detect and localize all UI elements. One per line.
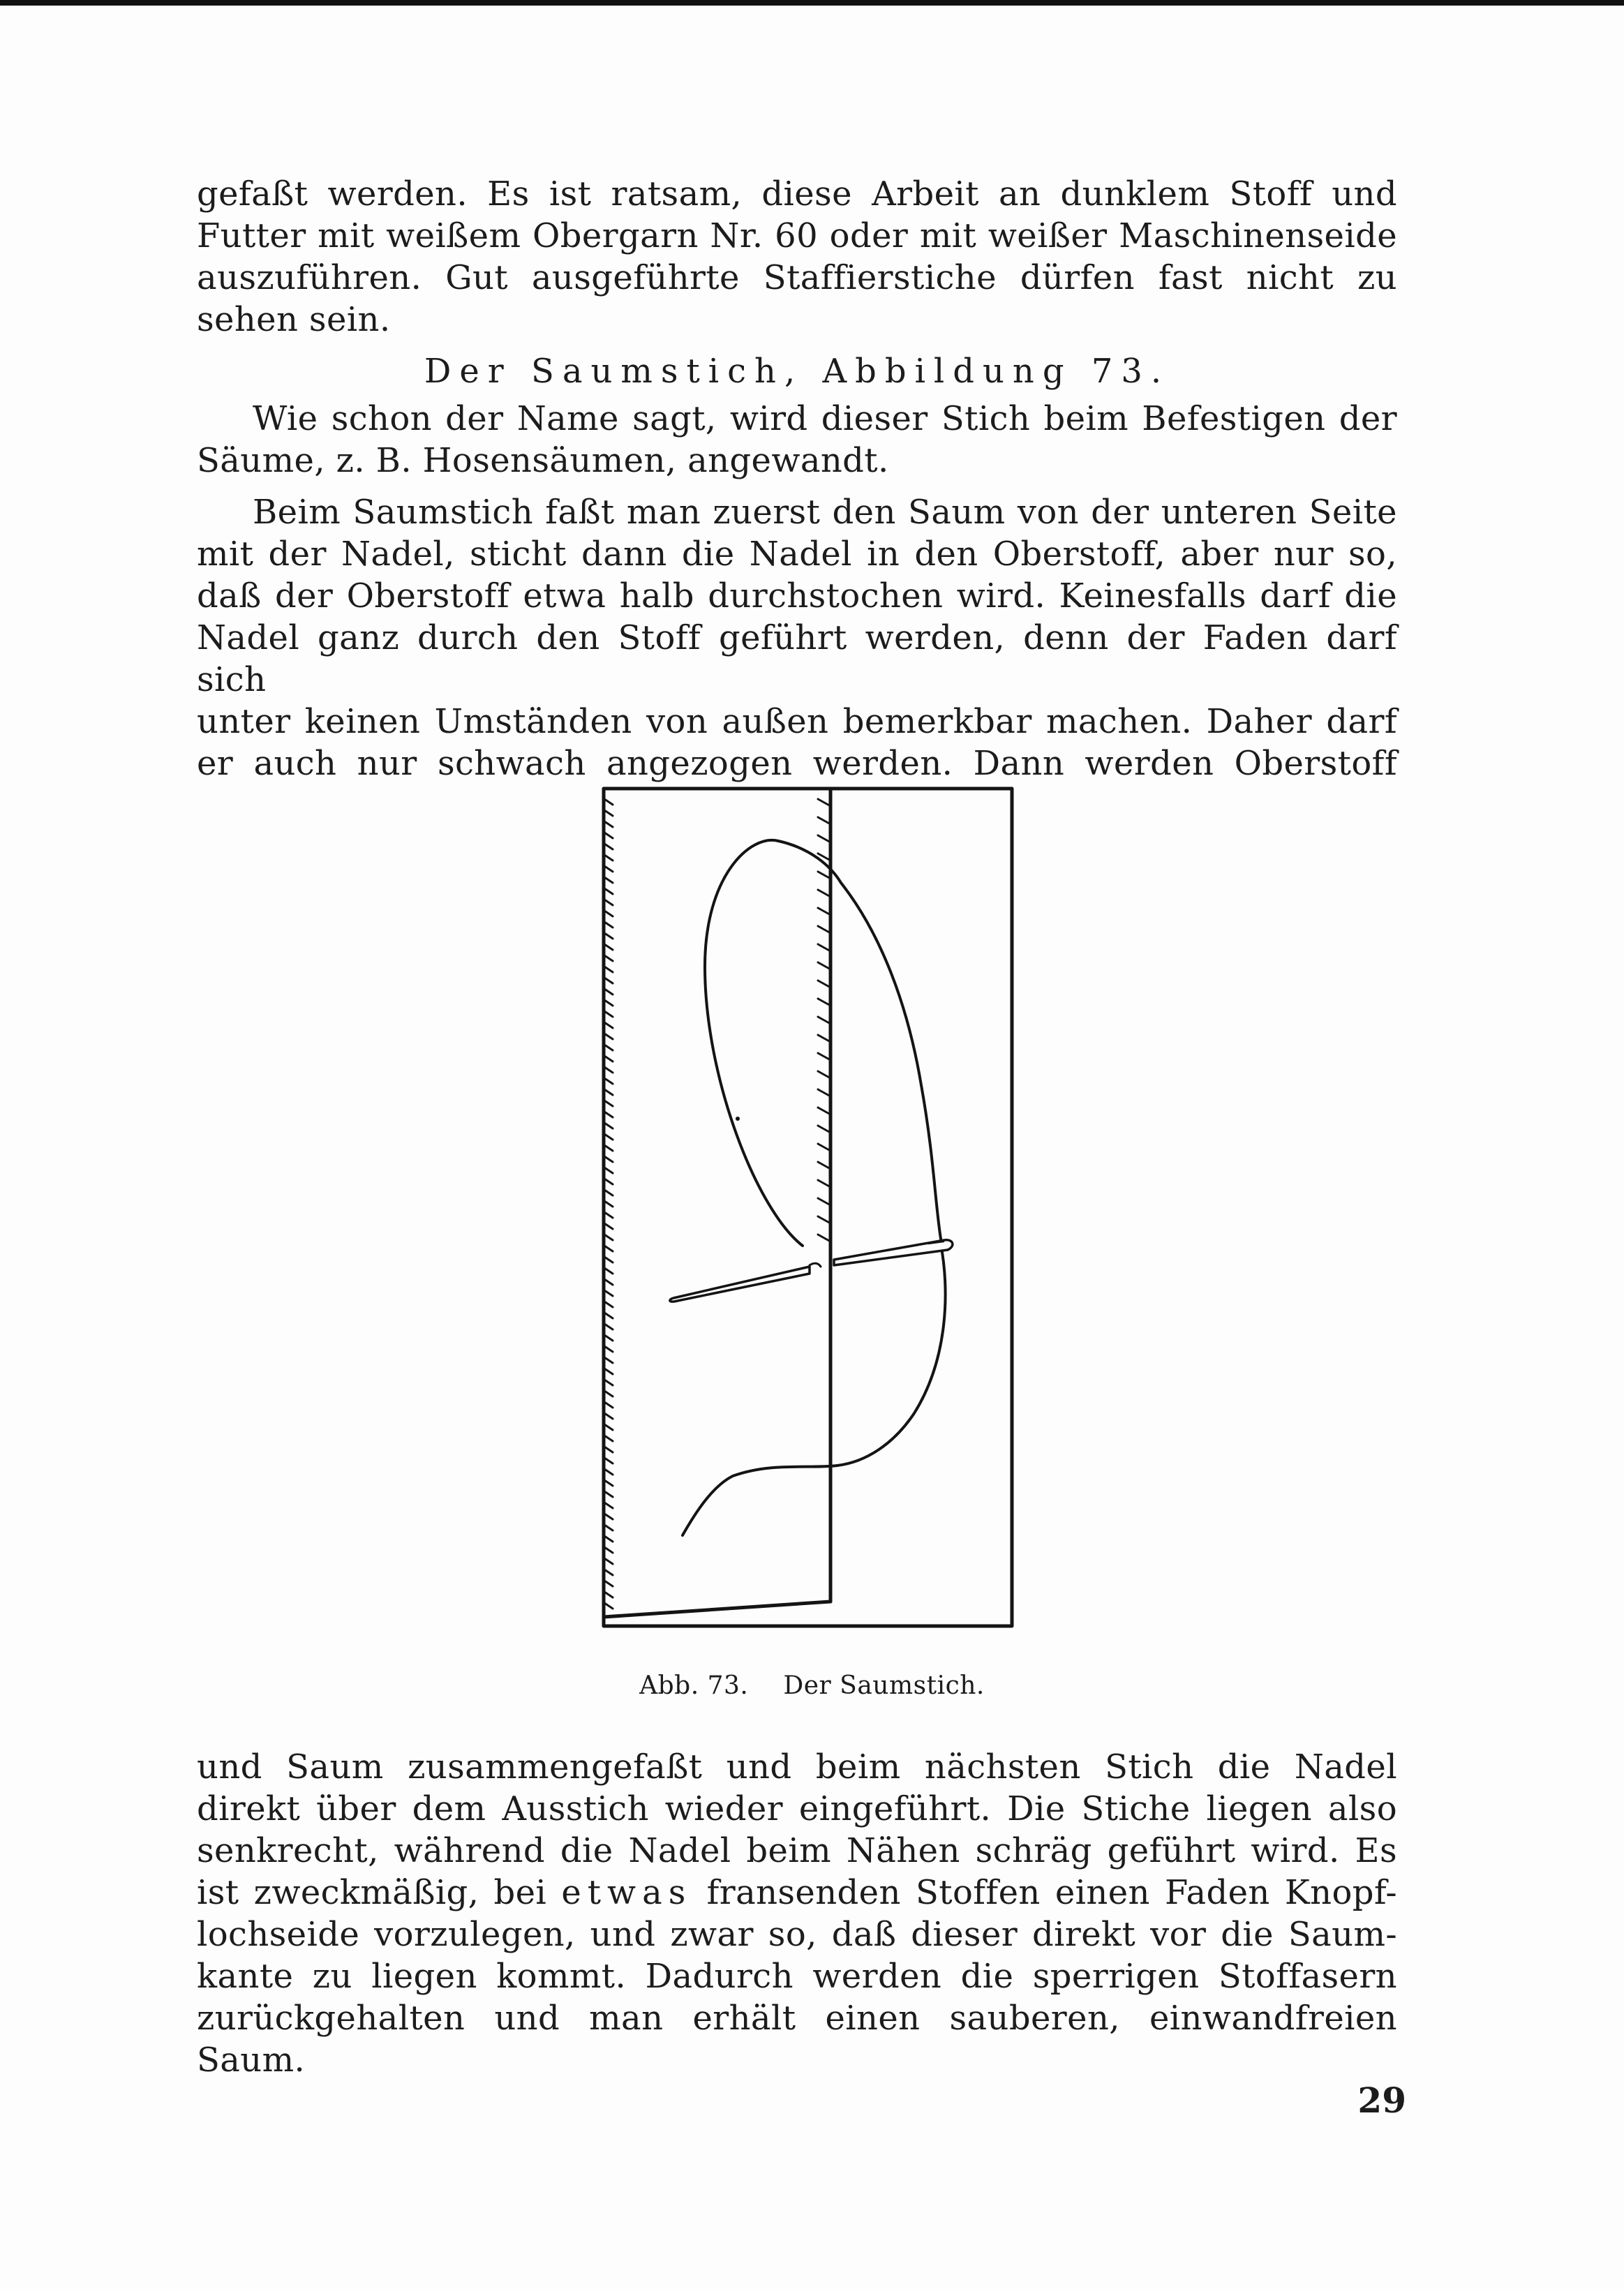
hatch-mark (604, 810, 613, 816)
hatch-mark (604, 1078, 613, 1084)
caption-number: Abb. 73. (639, 1671, 749, 1700)
needle-point (670, 1267, 810, 1302)
hatch-mark (604, 1491, 613, 1497)
page-number: 29 (1357, 2080, 1406, 2121)
text-line: Säume, z. B. Hosensäumen, angewandt. (197, 441, 889, 480)
hatch-mark (604, 1089, 613, 1095)
text-line: unter keinen Umständen von außen bemerkbar machen. Daher darf (197, 702, 1397, 741)
needle-entry-mark (810, 1263, 821, 1267)
hatch-mark (604, 1268, 613, 1274)
hem-stitch-mark (818, 872, 830, 879)
hatch-mark (604, 1045, 613, 1050)
hatch-mark (604, 1101, 613, 1106)
hatch-mark (604, 1436, 613, 1441)
scan-edge (0, 0, 1624, 6)
hatch-mark (604, 1156, 613, 1162)
hatch-mark (604, 1324, 613, 1329)
hem-stitch-mark (818, 962, 830, 969)
hatch-mark (604, 1235, 613, 1240)
thread-loop (705, 840, 941, 1246)
hem-bottom-edge (604, 1602, 830, 1617)
text-line: lochseide vorzulegen, und zwar so, daß dieser direkt vor die Saum- (197, 1915, 1397, 1954)
hatch-mark (604, 844, 613, 849)
hatch-mark (604, 989, 613, 994)
hatch-mark (604, 1223, 613, 1229)
text-line: Beim Saumstich faßt man zuerst den Saum von der unteren Seite (253, 493, 1397, 532)
hatch-mark (604, 1335, 613, 1341)
hem-stitch-mark (818, 926, 830, 933)
text-line: sehen sein. (197, 300, 391, 339)
hem-stitch-mark (818, 835, 830, 842)
section-heading: Der Saumstich, Abbildung 73. (424, 352, 1170, 391)
hatch-mark (604, 1168, 613, 1173)
hatch-mark (604, 1290, 613, 1296)
hatch-mark (604, 1514, 613, 1519)
hatch-mark (604, 1570, 613, 1575)
hem-stitch-mark (818, 890, 830, 897)
hem-stitch-mark (818, 1216, 830, 1223)
hem-stitch-mark (818, 1089, 830, 1096)
ink-speck (736, 1117, 740, 1121)
hem-stitch-mark (818, 1126, 830, 1133)
hatch-mark (604, 1592, 613, 1597)
hem-stitch-mark (818, 981, 830, 987)
caption-title: Der Saumstich. (783, 1671, 985, 1700)
text-line: auszuführen. Gut ausgeführte Staffierstiche dürfen fast nicht zu (197, 258, 1397, 297)
text-line: Nadel ganz durch den Stoff geführt werden, denn der Faden darf sich (197, 618, 1397, 699)
hem-stitch-mark (818, 1144, 830, 1151)
hatch-mark (604, 888, 613, 894)
hatch-mark (604, 1246, 613, 1251)
paragraph-continuation-after-figure (197, 1746, 1397, 2081)
hatch-mark (604, 1402, 613, 1408)
hem-stitch-mark (818, 799, 830, 806)
hatch-mark (604, 1469, 613, 1475)
hatch-mark (604, 1190, 613, 1195)
hatch-mark (604, 1391, 613, 1396)
text-line: er auch nur schwach angezogen werden. Dann werden Oberstoff (197, 744, 1397, 783)
figure-caption (0, 1669, 1624, 1703)
hatch-mark (604, 1313, 613, 1318)
hatch-mark (604, 1022, 613, 1028)
hem-stitch-mark (818, 908, 830, 915)
hatch-mark (604, 1447, 613, 1452)
hatch-mark (604, 1056, 613, 1061)
hatch-mark (604, 866, 613, 872)
hatch-mark (604, 1480, 613, 1486)
hem-stitch-mark (818, 1198, 830, 1205)
needle-eye-end (834, 1240, 953, 1265)
emphasized-word: etwas (561, 1873, 692, 1912)
hem-stitch-mark (818, 1053, 830, 1060)
text-line: und Saum zusammengefaßt und beim nächsten Stich die Nadel (197, 1747, 1397, 1787)
hem-stitch-mark (818, 1235, 830, 1242)
hatch-mark (604, 799, 613, 805)
text-line (197, 1872, 1397, 1914)
hatch-mark (604, 1067, 613, 1073)
hatch-mark (604, 1424, 613, 1430)
hatch-mark (604, 1123, 613, 1128)
text-line: mit der Nadel, sticht dann die Nadel in den Oberstoff, aber nur so, (197, 535, 1397, 574)
text-line: kante zu liegen kommt. Dadurch werden die sperrigen Stoffasern (197, 1957, 1397, 1996)
hatch-mark (604, 855, 613, 860)
hatch-mark (604, 1369, 613, 1374)
text-line: senkrecht, während die Nadel beim Nähen schräg geführt wird. Es (197, 1831, 1397, 1870)
hatch-mark (604, 1134, 613, 1140)
hatch-mark (604, 1547, 613, 1553)
hatch-mark (604, 1212, 613, 1218)
hatch-mark (604, 1558, 613, 1564)
hatch-mark (604, 1458, 613, 1463)
text-line: Wie schon der Name sagt, wird dieser Stich beim Befestigen der (253, 399, 1397, 438)
hatch-mark (604, 1034, 613, 1039)
text-segment: ist zweckmäßig, bei (197, 1873, 547, 1912)
hatch-mark (604, 1179, 613, 1184)
hatch-mark (604, 967, 613, 972)
text-segment: fransenden Stoffen einen Faden Knopf- (706, 1873, 1397, 1912)
text-line: direkt über dem Ausstich wieder eingeführt. Die Stiche liegen also (197, 1789, 1397, 1828)
text-line: Futter mit weißem Obergarn Nr. 60 oder mit weißer Maschinenseide (197, 216, 1397, 255)
hatch-mark (604, 1581, 613, 1586)
text-line: daß der Oberstoff etwa halb durchstochen wird. Keinesfalls darf die (197, 576, 1397, 616)
hatch-mark (604, 1413, 613, 1419)
hatch-mark (604, 1302, 613, 1307)
hatch-mark (604, 1257, 613, 1262)
hatch-mark (604, 1011, 613, 1017)
hatch-mark (604, 1357, 613, 1363)
hatch-mark (604, 1201, 613, 1207)
hatch-mark (604, 877, 613, 883)
hatch-mark (604, 944, 613, 950)
hem-stitch-mark (818, 1108, 830, 1114)
hatch-mark (604, 1145, 613, 1151)
hatch-mark (604, 1503, 613, 1508)
paragraph-method (197, 491, 1397, 784)
hatch-mark (604, 1000, 613, 1006)
hatch-mark (604, 900, 613, 905)
left-edge-hatching (604, 799, 613, 1609)
paragraph-continuation (197, 173, 1397, 341)
text-line: zurückgehalten und man erhält einen sauberen, einwandfreien Saum. (197, 1999, 1397, 2080)
hatch-mark (604, 1536, 613, 1542)
hatch-mark (604, 1346, 613, 1352)
hem-stitch-mark (818, 944, 830, 951)
hatch-mark (604, 821, 613, 827)
hem-stitch-mark (818, 1180, 830, 1187)
hatch-mark (604, 1525, 613, 1530)
text-line: gefaßt werden. Es ist ratsam, diese Arbeit an dunklem Stoff und (197, 174, 1397, 214)
hatch-mark (604, 833, 613, 838)
hatch-mark (604, 922, 613, 927)
hatch-mark (604, 1279, 613, 1285)
fabric-outline (604, 789, 1012, 1626)
hatch-mark (604, 1603, 613, 1609)
hem-stitch-illustration (600, 785, 1019, 1633)
hem-stitch-mark (818, 1162, 830, 1169)
hatch-mark (604, 1112, 613, 1117)
paragraph-intro (197, 398, 1397, 482)
hatch-mark (604, 933, 613, 939)
hatch-mark (604, 978, 613, 983)
hem-stitch-mark (818, 999, 830, 1006)
hem-stitch-mark (818, 1035, 830, 1042)
hem-stitch-mark (818, 1071, 830, 1078)
hatch-mark (604, 955, 613, 961)
hatch-mark (604, 1380, 613, 1385)
hatch-mark (604, 911, 613, 916)
hem-stitch-mark (818, 1017, 830, 1024)
hem-stitch-figure (600, 785, 1019, 1633)
hem-stitch-mark (818, 817, 830, 824)
